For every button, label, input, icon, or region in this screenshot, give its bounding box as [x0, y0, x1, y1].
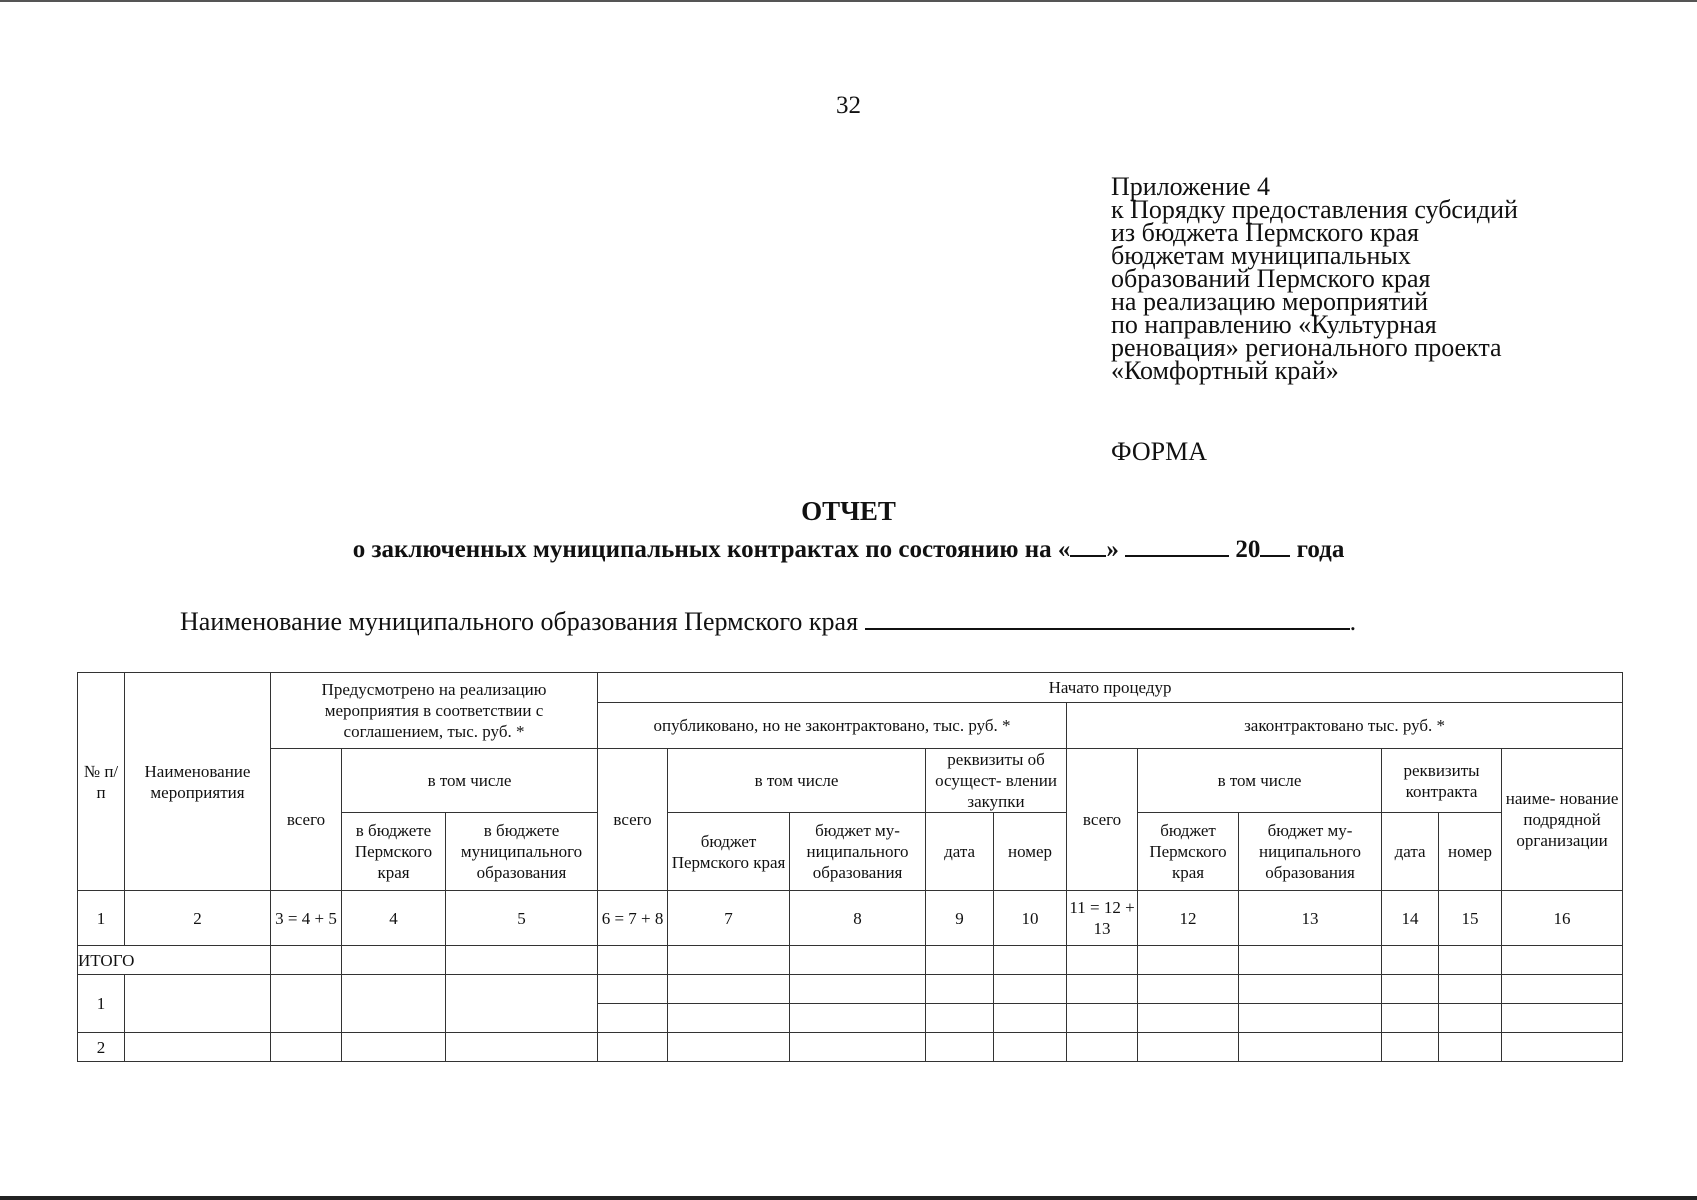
table-cell[interactable]	[598, 1033, 668, 1062]
table-cell[interactable]	[1239, 946, 1382, 975]
header-in-perm: в бюджете Пермского края	[342, 813, 446, 891]
col-number: 10	[994, 891, 1067, 946]
header-no: № п/п	[78, 673, 125, 891]
subtitle-year-word: года	[1296, 536, 1345, 563]
table-cell[interactable]	[994, 1033, 1067, 1062]
table-cell[interactable]	[342, 975, 446, 1033]
appendix-line: «Комфортный край»	[1111, 356, 1339, 385]
day-blank[interactable]	[1070, 533, 1106, 557]
month-blank[interactable]	[1125, 533, 1229, 557]
report-title: ОТЧЕТ	[801, 496, 896, 526]
subtitle-quote: »	[1106, 536, 1119, 563]
col-number: 2	[125, 891, 271, 946]
appendix-line: из бюджета Пермского края	[1111, 218, 1420, 247]
table-cell[interactable]	[668, 1004, 790, 1033]
table-cell[interactable]	[926, 1033, 994, 1062]
header-incl-published: в том числе	[668, 749, 926, 813]
appendix-line: Приложение 4	[1111, 172, 1271, 201]
year-blank[interactable]	[1260, 533, 1290, 557]
table-cell[interactable]	[668, 946, 790, 975]
col-number: 11 = 12 + 13	[1067, 891, 1138, 946]
col-number: 13	[1239, 891, 1382, 946]
table-cell[interactable]	[1138, 1004, 1239, 1033]
table-cell[interactable]	[1239, 1033, 1382, 1062]
col-number: 12	[1138, 891, 1239, 946]
table-row	[78, 975, 1623, 1004]
col-number: 4	[342, 891, 446, 946]
table-cell[interactable]	[1382, 1033, 1439, 1062]
table-cell[interactable]	[790, 1004, 926, 1033]
table-cell[interactable]	[1502, 946, 1623, 975]
col-number: 3 = 4 + 5	[271, 891, 342, 946]
table-cell[interactable]	[125, 975, 271, 1033]
table-cell[interactable]	[271, 975, 342, 1033]
col-number: 16	[1502, 891, 1623, 946]
scan-top-edge	[0, 0, 1697, 2]
row-number: 2	[78, 1033, 125, 1062]
header-row-3	[78, 749, 1623, 813]
appendix-line: бюджетам муниципальных	[1111, 241, 1411, 270]
table-cell[interactable]	[1067, 975, 1138, 1004]
table-cell[interactable]	[1138, 975, 1239, 1004]
header-planned: Предусмотрено на реализацию мероприятия в соответствии с соглашением, тыс. руб. *	[271, 673, 598, 749]
appendix-line: к Порядку предоставления субсидий	[1111, 195, 1518, 224]
table-cell[interactable]	[1382, 1004, 1439, 1033]
header-date-contract: дата	[1382, 813, 1439, 891]
table-cell[interactable]	[668, 975, 790, 1004]
header-muni-contracted: бюджет му- ниципального образования	[1239, 813, 1382, 891]
appendix-line: на реализацию мероприятий	[1111, 287, 1429, 316]
header-date-procurement: дата	[926, 813, 994, 891]
row-number: 1	[78, 975, 125, 1033]
subtitle-year: 20	[1235, 536, 1261, 563]
table-cell[interactable]	[598, 1004, 668, 1033]
table-cell[interactable]	[1138, 946, 1239, 975]
header-incl-planned: в том числе	[342, 749, 598, 813]
table-cell[interactable]	[790, 1033, 926, 1062]
table-cell[interactable]	[1439, 1004, 1502, 1033]
header-row-1	[78, 673, 1623, 703]
header-contracted: законтрактовано тыс. руб. *	[1067, 703, 1623, 749]
table-cell[interactable]	[926, 946, 994, 975]
header-muni-published: бюджет му- ниципального образования	[790, 813, 926, 891]
table-cell[interactable]	[446, 975, 598, 1033]
header-procurement: реквизиты об осущест- влении закупки	[926, 749, 1067, 813]
table-cell[interactable]	[1239, 1004, 1382, 1033]
table-cell[interactable]	[446, 946, 598, 975]
table-cell[interactable]	[271, 946, 342, 975]
table-cell[interactable]	[342, 1033, 446, 1062]
table-cell[interactable]	[598, 975, 668, 1004]
header-incl-contracted: в том числе	[1138, 749, 1382, 813]
municipality-line	[180, 604, 1356, 637]
report-subtitle	[0, 533, 1697, 564]
table-cell[interactable]	[994, 1004, 1067, 1033]
table-cell[interactable]	[926, 975, 994, 1004]
header-contract-req: реквизиты контракта	[1382, 749, 1502, 813]
table-cell[interactable]	[1382, 946, 1439, 975]
col-number: 8	[790, 891, 926, 946]
table-cell[interactable]	[1067, 946, 1138, 975]
col-number: 6 = 7 + 8	[598, 891, 668, 946]
col-number: 7	[668, 891, 790, 946]
col-number: 1	[78, 891, 125, 946]
table-cell[interactable]	[342, 946, 446, 975]
municipality-label: Наименование муниципального образования Пермского края	[180, 607, 859, 636]
appendix-line: по направлению «Культурная	[1111, 310, 1437, 339]
header-number-procurement: номер	[994, 813, 1067, 891]
table-cell[interactable]	[1138, 1033, 1239, 1062]
table-cell[interactable]	[994, 975, 1067, 1004]
col-number: 5	[446, 891, 598, 946]
table-cell[interactable]	[1439, 975, 1502, 1004]
col-number: 9	[926, 891, 994, 946]
report-table	[77, 672, 1623, 1062]
table-cell[interactable]	[1067, 1033, 1138, 1062]
table-cell[interactable]	[790, 946, 926, 975]
table-cell[interactable]	[994, 946, 1067, 975]
scan-bottom-edge	[0, 1196, 1697, 1200]
table-cell[interactable]	[125, 1033, 271, 1062]
table-cell[interactable]	[1439, 946, 1502, 975]
appendix-line: образований Пермского края	[1111, 264, 1431, 293]
appendix-block	[1111, 172, 1518, 385]
table-cell[interactable]	[1067, 1004, 1138, 1033]
header-name: Наименование мероприятия	[125, 673, 271, 891]
table-cell[interactable]	[446, 1033, 598, 1062]
table-cell[interactable]	[1239, 975, 1382, 1004]
table-cell[interactable]	[1502, 1033, 1623, 1062]
header-total-published: всего	[598, 749, 668, 891]
table-cell[interactable]	[598, 946, 668, 975]
table-cell[interactable]	[271, 1033, 342, 1062]
table-cell[interactable]	[790, 975, 926, 1004]
total-row	[78, 946, 1623, 975]
header-started: Начато процедур	[598, 673, 1623, 703]
column-number-row	[78, 891, 1623, 946]
header-contractor: наиме- нование подрядной организации	[1502, 749, 1623, 891]
table-cell[interactable]	[1439, 1033, 1502, 1062]
form-label: ФОРМА	[1111, 437, 1207, 466]
col-number: 15	[1439, 891, 1502, 946]
table-cell[interactable]	[1502, 1004, 1623, 1033]
header-number-contract: номер	[1439, 813, 1502, 891]
subtitle-text: о заключенных муниципальных контрактах по состоянию на «	[352, 536, 1071, 563]
header-in-muni: в бюджете муниципального образования	[446, 813, 598, 891]
appendix-line: реновация» регионального проекта	[1111, 333, 1502, 362]
table-cell[interactable]	[1382, 975, 1439, 1004]
table-cell[interactable]	[668, 1033, 790, 1062]
header-total-contracted: всего	[1067, 749, 1138, 891]
municipality-end: .	[1349, 607, 1357, 636]
col-number: 14	[1382, 891, 1439, 946]
page-number: 32	[836, 92, 861, 119]
table-row	[78, 1033, 1623, 1062]
municipality-blank[interactable]	[865, 604, 1350, 630]
table-cell[interactable]	[926, 1004, 994, 1033]
header-perm-published: бюджет Пермского края	[668, 813, 790, 891]
header-published: опубликовано, но не законтрактовано, тыс. руб. *	[598, 703, 1067, 749]
header-perm-contracted: бюджет Пермского края	[1138, 813, 1239, 891]
header-total-planned: всего	[271, 749, 342, 891]
table-cell[interactable]	[1502, 975, 1623, 1004]
total-label: ИТОГО	[78, 946, 271, 975]
